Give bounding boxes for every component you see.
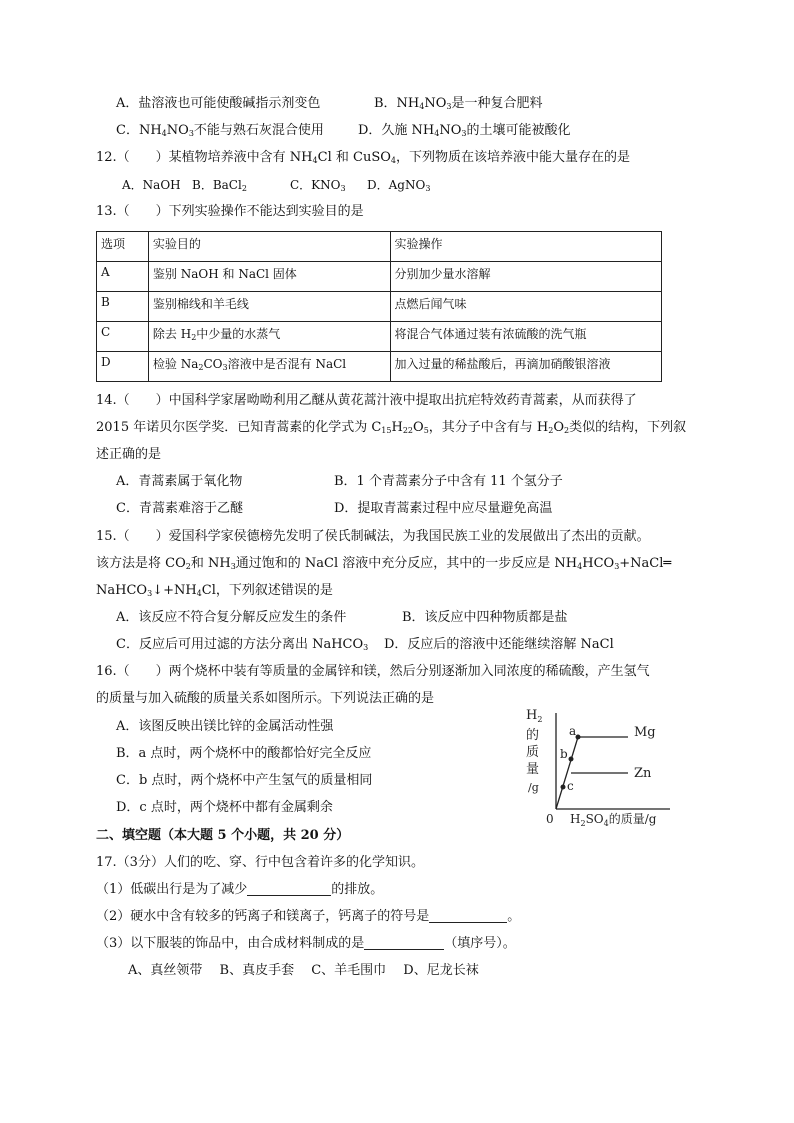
graph-ylabel-char-3: 量: [526, 762, 540, 777]
q17-blank-3[interactable]: [364, 935, 444, 950]
q14-option-a: A．青蒿素属于氧化物: [116, 474, 243, 489]
q17-blank-1[interactable]: [247, 881, 331, 896]
section2-title: 二、填空题（本大题 5 个小题，共 20 分）: [96, 828, 350, 843]
q12-option-d: D．AgNO$_3$: [367, 178, 431, 193]
q15-stem-line1: 15.（ ）爱国科学家侯德榜先发明了侯氏制碱法，为我国民族工业的发展做出了杰出的贡献。: [96, 529, 650, 544]
q14-option-b: B．1 个青蒿素分子中含有 11 个氢分子: [334, 474, 563, 489]
q13-stem: 13.（ ）下列实验操作不能达到实验目的是: [96, 204, 364, 219]
q16-stem-line1: 16.（ ）两个烧杯中装有等质量的金属锌和镁，然后分别逐渐加入同浓度的稀硫酸，产生氢气: [96, 664, 650, 679]
graph-ylabel-unit: /g: [528, 781, 539, 794]
graph-xlabel: $H_2SO_4$的质量/g: [570, 812, 657, 828]
row-action: 分别加少量水溶解: [390, 262, 662, 292]
table-row: [97, 292, 662, 322]
graph-label-a: a: [569, 724, 577, 738]
q17-part1: （1）低碳出行是为了减少 的排放。: [96, 882, 384, 897]
q16-option-a: A．该图反映出镁比锌的金属活动性强: [116, 719, 334, 734]
q12-option-c: C．$KNO_3$: [290, 178, 346, 193]
row-purpose: 检验 $Na_2CO_3$溶液中是否混有 NaCl: [148, 352, 390, 382]
graph-label-zn: Zn: [634, 766, 652, 781]
table-header-row: [97, 232, 662, 262]
graph-label-mg: Mg: [634, 725, 656, 740]
q14-stem-line3: 述正确的是: [96, 447, 162, 462]
row-option: A: [97, 262, 149, 292]
q11-option-b: B．$NH_4NO_3$是一种复合肥料: [374, 96, 543, 111]
table-row: [97, 262, 662, 292]
q15-option-b: B．该反应中四种物质都是盐: [402, 610, 568, 625]
q16-option-b: B．a 点时，两个烧杯中的酸都恰好完全反应: [116, 746, 372, 761]
q11-option-a: A．盐溶液也可能使酸碱指示剂变色: [116, 96, 321, 111]
table-row: [97, 322, 662, 352]
row-action: 点燃后闻气味: [390, 292, 662, 322]
q14-stem-line1: 14.（ ）中国科学家屠呦呦利用乙醚从黄花蒿汁液中提取出抗疟特效药青蒿素，从而获得了: [96, 393, 637, 408]
header-purpose: 实验目的: [148, 232, 390, 262]
graph-label-c: c: [567, 779, 574, 793]
q15-stem-line3: $NaHCO_3↓+NH_4Cl$，下列叙述错误的是: [96, 583, 333, 598]
q13-table: [96, 231, 662, 382]
graph-label-b: b: [560, 747, 568, 761]
graph-point-b: [569, 757, 574, 762]
q11-option-d: D．久施 $NH_4NO_3$的土壤可能被酸化: [358, 123, 571, 138]
q17-blank-2[interactable]: [429, 908, 507, 923]
q15-stem-line2: 该方法是将 $CO_2$和 $NH_3$通过饱和的 NaCl 溶液中充分反应，其中的一步反应是 $NH_4HCO_3+NaCl═$: [96, 556, 672, 571]
q12-stem: 12.（ ）某植物培养液中含有 $NH_4Cl$ 和 CuSO$_4$，下列物质在该培养液中能大量存在的是: [96, 150, 630, 165]
q12-option-b: B．BaCl$_2$: [192, 178, 247, 193]
q12-option-a: A．NaOH: [122, 178, 181, 192]
q14-stem-line2: 2015 年诺贝尔医学奖．已知青蒿素的化学式为 $C_{15}H_{22}O_5$，其分子中含有与 $H_2O_2$类似的结构，下列叙: [96, 420, 687, 435]
q14-option-c: C．青蒿素难溶于乙醚: [116, 501, 243, 516]
table-row: [97, 352, 662, 382]
q17-part2: （2）硬水中含有较多的钙离子和镁离子，钙离子的符号是 。: [96, 909, 521, 924]
q11-option-c: C．$NH_4NO_3$不能与熟石灰混合使用: [116, 123, 324, 138]
graph-ylabel-h2: $H_2$: [526, 708, 543, 724]
q17-stem: 17.（3分）人们的吃、穿、行中包含着许多的化学知识。: [96, 855, 424, 870]
q14-option-d: D．提取青蒿素过程中应尽量避免高温: [334, 501, 553, 516]
q16-option-d: D．c 点时，两个烧杯中都有金属剩余: [116, 800, 333, 815]
graph-ylabel-char-1: 的: [526, 728, 540, 743]
q15-option-c: C．反应后可用过滤的方法分离出 NaHCO$_3$: [116, 637, 369, 652]
q17-choices: A、真丝领带 B、真皮手套 C、羊毛围巾 D、尼龙长袜: [128, 963, 479, 978]
q16-stem-line2: 的质量与加入硫酸的质量关系如图所示。下列说法正确的是: [96, 691, 435, 706]
q17-part3: （3）以下服装的饰品中，由合成材料制成的是 （填序号）。: [96, 936, 516, 951]
row-action: 加入过量的稀盐酸后，再滴加硝酸银溶液: [390, 352, 662, 382]
q16-option-c: C．b 点时，两个烧杯中产生氢气的质量相同: [116, 773, 373, 788]
row-purpose: 鉴别 NaOH 和 NaCl 固体: [148, 262, 390, 292]
q15-option-d: D．反应后的溶液中还能继续溶解 NaCl: [384, 637, 614, 652]
row-option: D: [97, 352, 149, 382]
row-purpose: 鉴别棉线和羊毛线: [148, 292, 390, 322]
row-option: B: [97, 292, 149, 322]
graph-point-a: [576, 735, 581, 740]
hydrogen-mass-graph: [520, 703, 680, 831]
row-action: 将混合气体通过装有浓硫酸的洗气瓶: [390, 322, 662, 352]
header-action: 实验操作: [390, 232, 662, 262]
graph-point-c: [561, 785, 566, 790]
row-purpose: 除去 $H_2$中少量的水蒸气: [148, 322, 390, 352]
graph-origin: 0: [546, 812, 554, 826]
q15-option-a: A．该反应不符合复分解反应发生的条件: [116, 610, 347, 625]
header-option: 选项: [97, 232, 149, 262]
graph-ylabel-char-2: 质: [526, 745, 540, 760]
row-option: C: [97, 322, 149, 352]
